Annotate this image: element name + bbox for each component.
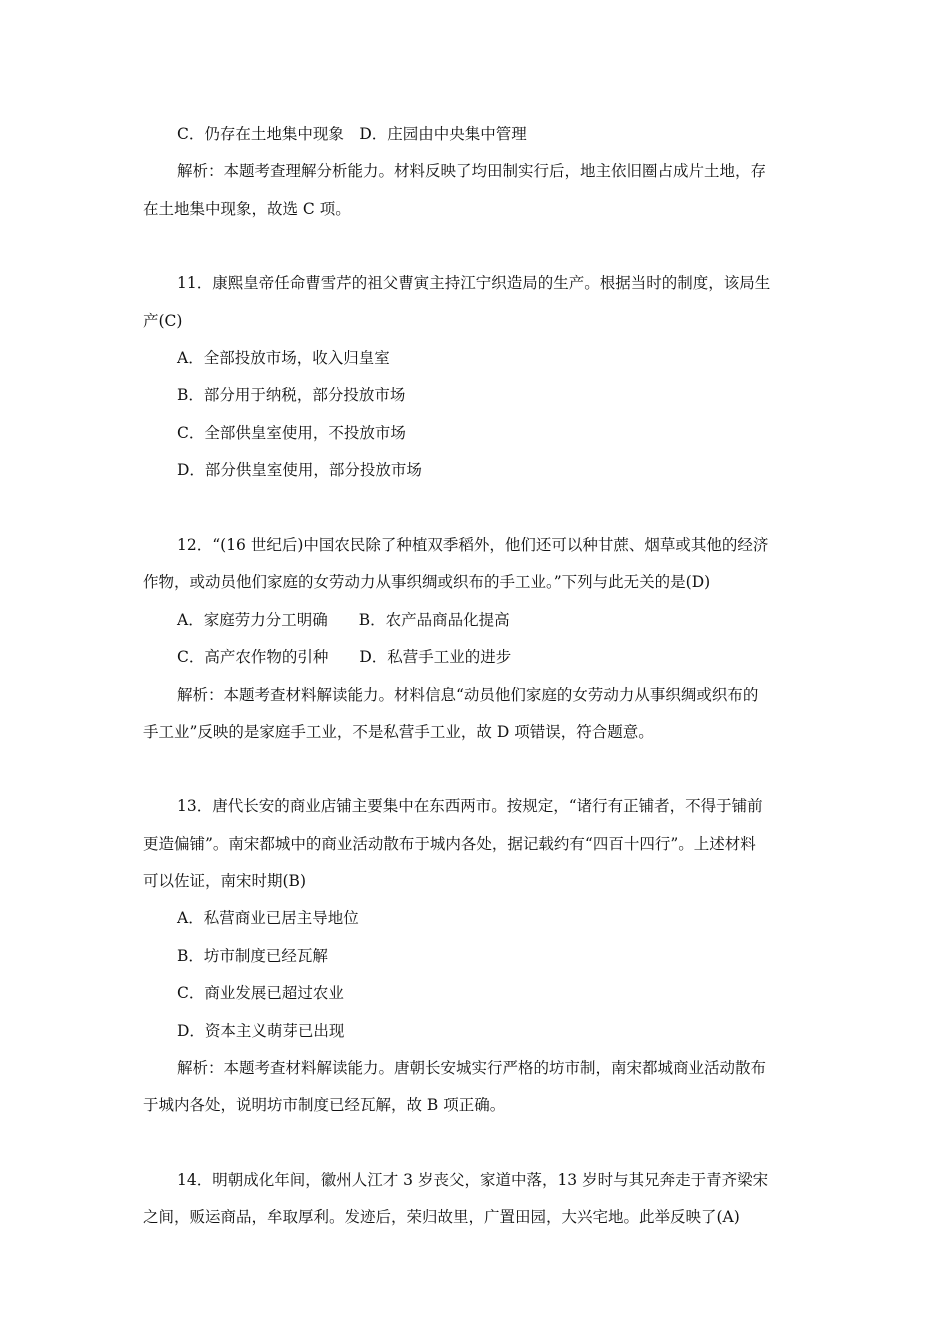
q10-analysis-line-1: 解析：本题考查理解分析能力。材料反映了均田制实行后，地主依旧圈占成片土地，存	[177, 162, 767, 180]
q10-analysis-line-2: 在土地集中现象，故选 C 项。	[143, 200, 351, 218]
q14-stem-line-2: 之间，贩运商品，牟取厚利。发迹后，荣归故里，广置田园，大兴宅地。此举反映了(A)	[143, 1208, 740, 1226]
q11-option-d: D．部分供皇室使用，部分投放市场	[177, 461, 422, 479]
q13-option-c: C．商业发展已超过农业	[177, 984, 344, 1002]
q11-stem-line-1: 11．康熙皇帝任命曹雪芹的祖父曹寅主持江宁织造局的生产。根据当时的制度，该局生	[177, 274, 771, 292]
q11-option-c: C．全部供皇室使用，不投放市场	[177, 424, 406, 442]
q10-options-cd: C．仍存在土地集中现象 D．庄园由中央集中管理	[177, 125, 527, 143]
q11-option-a: A．全部投放市场，收入归皇室	[177, 349, 390, 367]
q13-option-b: B．坊市制度已经瓦解	[177, 947, 328, 965]
q13-analysis-line-2: 于城内各处，说明坊市制度已经瓦解，故 B 项正确。	[143, 1096, 506, 1114]
q12-options-cd: C．高产农作物的引种 D．私营手工业的进步	[177, 648, 512, 666]
q13-stem-line-2: 更造偏铺”。南宋都城中的商业活动散布于城内各处，据记载约有“四百十四行”。上述材料	[143, 835, 756, 853]
q13-analysis-line-1: 解析：本题考查材料解读能力。唐朝长安城实行严格的坊市制，南宋都城商业活动散布	[177, 1059, 767, 1077]
q13-option-a: A．私营商业已居主导地位	[177, 909, 359, 927]
q12-options-ab: A．家庭劳力分工明确 B．农产品商品化提高	[177, 611, 510, 629]
q13-option-d: D．资本主义萌芽已出现	[177, 1022, 345, 1040]
q11-option-b: B．部分用于纳税，部分投放市场	[177, 386, 406, 404]
q11-stem-line-2: 产(C)	[143, 312, 183, 330]
q13-stem-line-3: 可以佐证，南宋时期(B)	[143, 872, 306, 890]
q14-stem-line-1: 14．明朝成化年间，徽州人江才 3 岁丧父，家道中落，13 岁时与其兄奔走于青齐梁宋	[177, 1171, 769, 1189]
q12-stem-line-2: 作物，或动员他们家庭的女劳动力从事织绸或织布的手工业。”下列与此无关的是(D)	[143, 573, 711, 591]
q12-stem-line-1: 12．“(16 世纪后)中国农民除了种植双季稻外，他们还可以种甘蔗、烟草或其他的经济	[177, 536, 769, 554]
q12-analysis-line-2: 手工业”反映的是家庭手工业，不是私营手工业，故 D 项错误，符合题意。	[143, 723, 654, 741]
q12-analysis-line-1: 解析：本题考查材料解读能力。材料信息“动员他们家庭的女劳动力从事织绸或织布的	[177, 686, 759, 704]
q13-stem-line-1: 13．唐代长安的商业店铺主要集中在东西两市。按规定，“诸行有正铺者，不得于铺前	[177, 797, 763, 815]
